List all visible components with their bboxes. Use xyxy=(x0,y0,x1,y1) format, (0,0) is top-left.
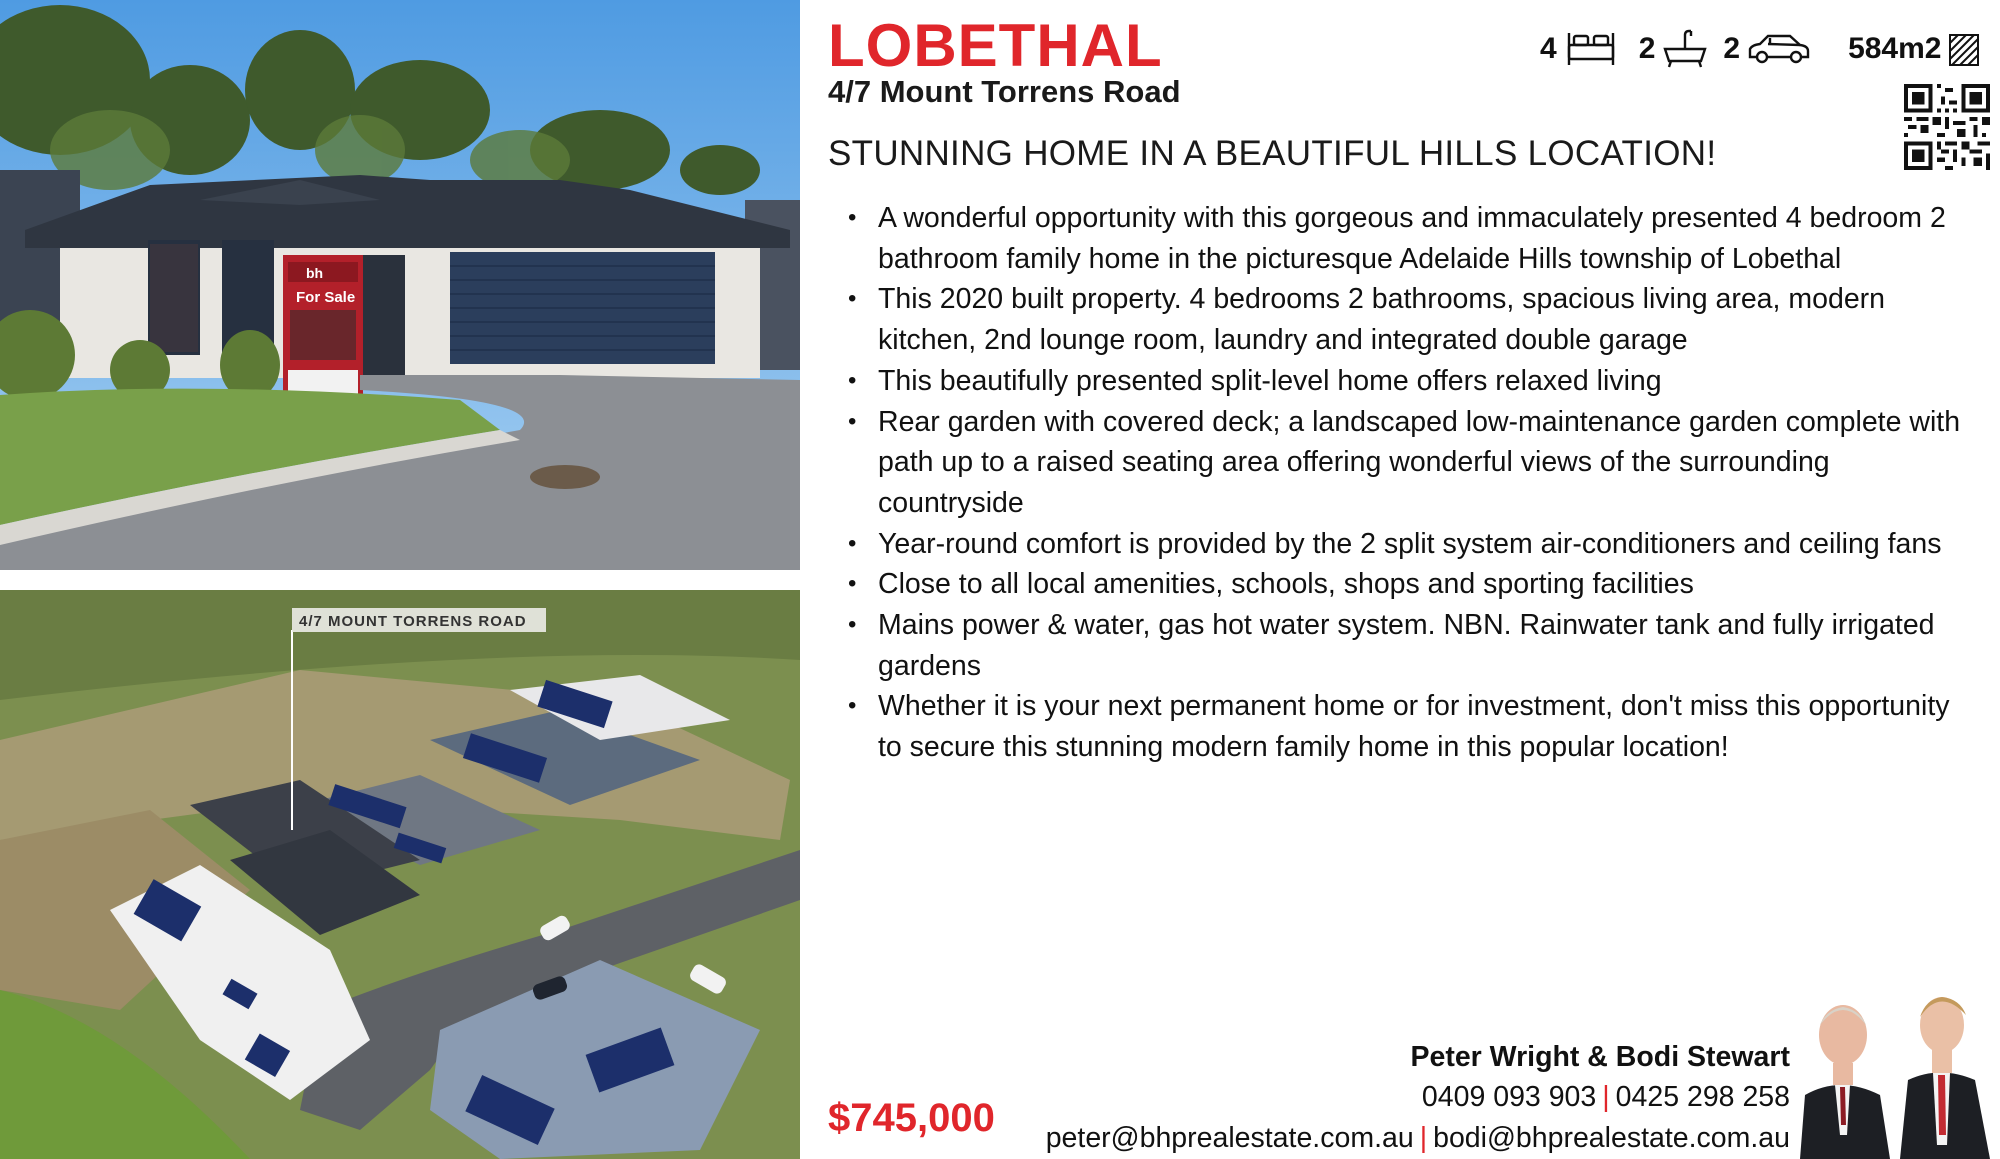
car-icon xyxy=(1746,27,1812,71)
agent-phone-1[interactable]: 0409 093 903 xyxy=(1421,1081,1597,1113)
agent-emails xyxy=(1046,1124,1790,1153)
aerial-photo xyxy=(0,590,800,1159)
bed-icon xyxy=(1563,27,1619,71)
feature-bullet-list xyxy=(828,198,1978,768)
cars-feature xyxy=(1723,27,1812,71)
land-size-feature xyxy=(1848,29,1981,69)
list-item: • Year-round comfort is provided by the 2 split system air-conditioners and ceiling fans xyxy=(828,524,1978,565)
bedrooms-count: 4 xyxy=(1540,32,1557,65)
listing-headline: STUNNING HOME IN A BEAUTIFUL HILLS LOCATION! xyxy=(828,134,1717,173)
agent-email-1[interactable]: peter@bhprealestate.com.au xyxy=(1045,1122,1414,1154)
list-item: • Rear garden with covered deck; a landscaped low-maintenance garden complete with path up to a raised seating area offering wonderful views of the surrounding countryside xyxy=(828,402,1978,524)
agent-phones xyxy=(1422,1083,1790,1112)
aerial-address-label: 4/7 MOUNT TORRENS ROAD xyxy=(299,613,527,630)
land-area-icon xyxy=(1947,29,1981,69)
listing-price: $745,000 xyxy=(828,1096,995,1140)
property-features xyxy=(1540,24,1981,74)
agent-email-2[interactable]: bodi@bhprealestate.com.au xyxy=(1433,1122,1790,1154)
bedrooms-feature xyxy=(1540,27,1619,71)
list-item: • A wonderful opportunity with this gorgeous and immaculately presented 4 bedroom 2 bathroom family home in the picturesque Adelaide Hills township of Lobethal xyxy=(828,198,1978,279)
suburb-title: LOBETHAL xyxy=(828,12,1163,79)
list-item: • Close to all local amenities, schools, shops and sporting facilities xyxy=(828,564,1978,605)
list-item: • Mains power & water, gas hot water system. NBN. Rainwater tank and fully irrigated gardens xyxy=(828,605,1978,686)
list-item: • This 2020 built property. 4 bedrooms 2 bathrooms, spacious living area, modern kitchen, 2nd lounge room, laundry and integrated double garage xyxy=(828,279,1978,360)
separator: | xyxy=(1602,1081,1610,1113)
bathrooms-feature xyxy=(1639,27,1710,71)
bathrooms-count: 2 xyxy=(1638,32,1656,65)
separator: | xyxy=(1419,1122,1428,1154)
cars-count: 2 xyxy=(1723,32,1741,65)
agent-names: Peter Wright & Bodi Stewart xyxy=(1410,1041,1790,1073)
bath-icon xyxy=(1661,27,1709,71)
sign-for-sale-text: For Sale xyxy=(296,289,356,306)
qr-code[interactable] xyxy=(1904,84,1990,170)
agent-photo xyxy=(1800,985,2000,1159)
land-size-value: 584m2 xyxy=(1848,32,1942,65)
sign-brand-text: bh xyxy=(306,265,324,281)
street-address: 4/7 Mount Torrens Road xyxy=(828,74,1181,109)
list-item: • Whether it is your next permanent home or for investment, don't miss this opportunity to secure this stunning modern family home in this popular location! xyxy=(828,686,1978,767)
agent-phone-2[interactable]: 0425 298 258 xyxy=(1615,1081,1790,1113)
front-house-photo xyxy=(0,0,800,570)
list-item: • This beautifully presented split-level home offers relaxed living xyxy=(828,361,1978,402)
